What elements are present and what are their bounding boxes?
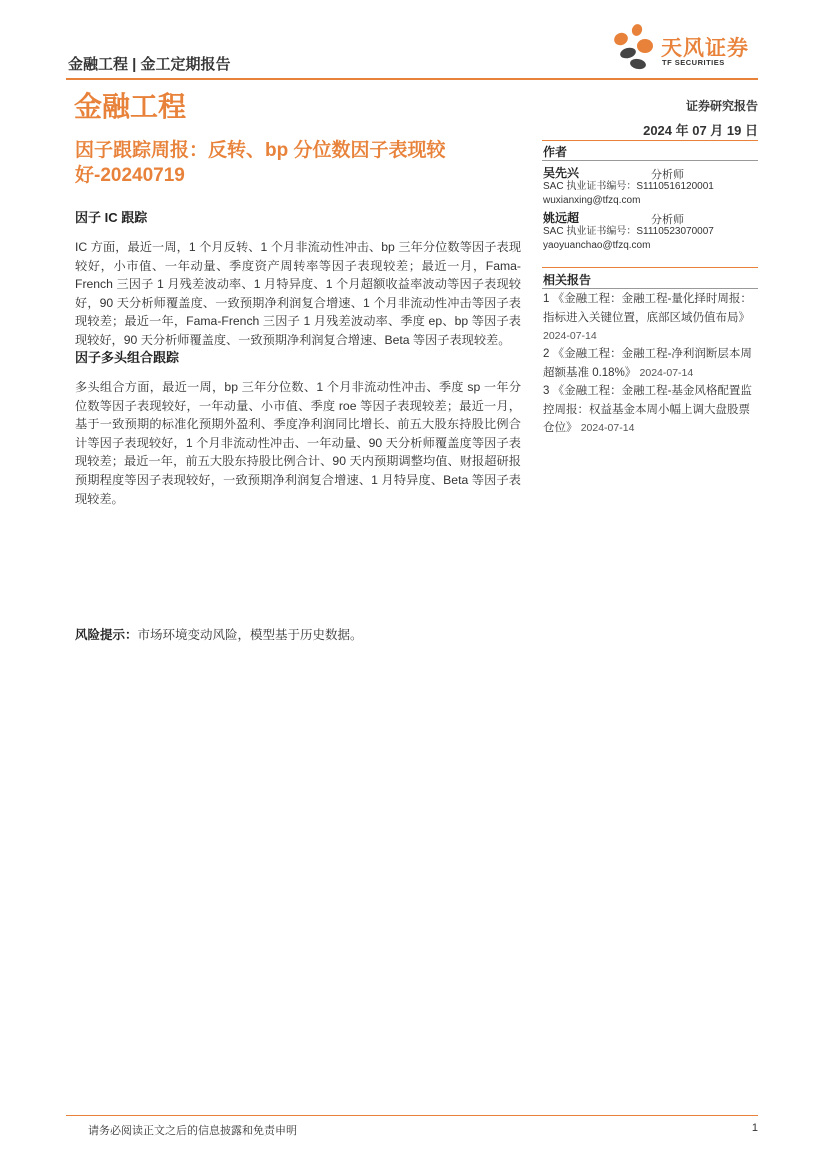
related-report-title: 3 《金融工程：金融工程-基金风格配置监控周报：权益基金本周小幅上调大盘股票仓位》 [543, 385, 752, 434]
author-email[interactable]: wuxianxing@tfzq.com [543, 195, 641, 206]
author-role: 分析师 [651, 169, 684, 181]
authors-heading: 作者 [543, 145, 568, 159]
related-report-date: 2024-07-14 [543, 330, 597, 342]
ic-tracking-paragraph: IC 方面，最近一周，1 个月反转、1 个月非流动性冲击、bp 三年分位数等因子表现较好，小市值、一年动量、季度资产周转率等因子表现较差；最近一月，Fama-French 三因子 1 月残差波动率、1 月特异度、1 个月超额收益率波动等因子表现较好，90 天分析师覆盖度、一致预期净利润复合增速、1 个月非流动性冲击等因子表现较差；最近一年，Fama-French 三因子 1 月残差波动率、季度 ep、bp 等因子表现较好，90 天分析师覆盖度、一致预期净利润复合增速、Beta 等因子表现较差。 [75, 240, 521, 347]
long-portfolio-paragraph: 多头组合方面，最近一周，bp 三年分位数、1 个月非流动性冲击、季度 sp 一年分位数等因子表现较好，一年动量、小市值、季度 roe 等因子表现较差；最近一月，基于一致预期的标准化预期外盈利、季度净利润同比增长、前五大股东持股比例合计等因子表现较好，1 个月非流动性冲击、一年动量、90 天分析师覆盖度等因子表现较差；最近一年，前五大股东持股比例合计、90 天内预期调整均值、财报超研报预期程度等因子表现较好，一致预期净利润复合增速、1 月特异度、Beta 等因子表现较差。 [75, 380, 521, 506]
related-report-item[interactable] [543, 290, 758, 346]
authors-subdivider [542, 160, 758, 161]
author-cert: SAC 执业证书编号：S1110516120001 [543, 181, 714, 192]
page-number: 1 [751, 1122, 758, 1134]
report-date: 2024 年 07 月 19 日 [643, 123, 758, 138]
authors-divider [542, 140, 758, 141]
document-title: 因子跟踪周报：反转、bp 分位数因子表现较好-20240719 [75, 140, 446, 186]
report-type: 证券研究报告 [685, 99, 758, 113]
related-report-title: 2 《金融工程：金融工程-净利润断层本周超额基准 0.18%》 [543, 348, 752, 379]
related-heading: 相关报告 [543, 273, 592, 287]
logo-mark-icon [608, 22, 658, 72]
risk-label: 风险提示： [75, 628, 138, 642]
author-cert: SAC 执业证书编号：S1110523070007 [543, 226, 714, 237]
footer-divider [66, 1115, 758, 1116]
related-divider [542, 267, 758, 268]
related-report-date: 2024-07-14 [639, 366, 694, 379]
company-logo [608, 22, 758, 72]
author-email[interactable]: yaoyuanchao@tfzq.com [543, 240, 651, 251]
long-portfolio-heading: 因子多头组合跟踪 [75, 350, 180, 365]
author-name: 吴先兴 [543, 166, 580, 180]
related-report-title: 1 《金融工程：金融工程-量化择时周报：指标进入关键位置，底部区域仍值布局》 [543, 293, 752, 324]
header-category: 金融工程 | 金工定期报告 [68, 56, 231, 73]
header-divider [66, 78, 758, 80]
related-report-item[interactable] [543, 345, 758, 382]
risk-warning [75, 625, 363, 643]
related-subdivider [542, 288, 758, 289]
footer-disclaimer: 请务必阅读正文之后的信息披露和免责申明 [88, 1125, 297, 1137]
author-role: 分析师 [651, 214, 684, 226]
section-title: 金融工程 [74, 91, 187, 122]
ic-tracking-heading: 因子 IC 跟踪 [75, 210, 148, 225]
risk-text: 市场环境变动风险，模型基于历史数据。 [137, 628, 363, 642]
logo-chinese-name: 天风证券 [661, 37, 749, 60]
logo-english-name: TF SECURITIES [662, 58, 725, 67]
related-report-date: 2024-07-14 [580, 422, 635, 434]
related-report-item[interactable] [543, 382, 758, 438]
author-name: 姚远超 [543, 211, 580, 225]
